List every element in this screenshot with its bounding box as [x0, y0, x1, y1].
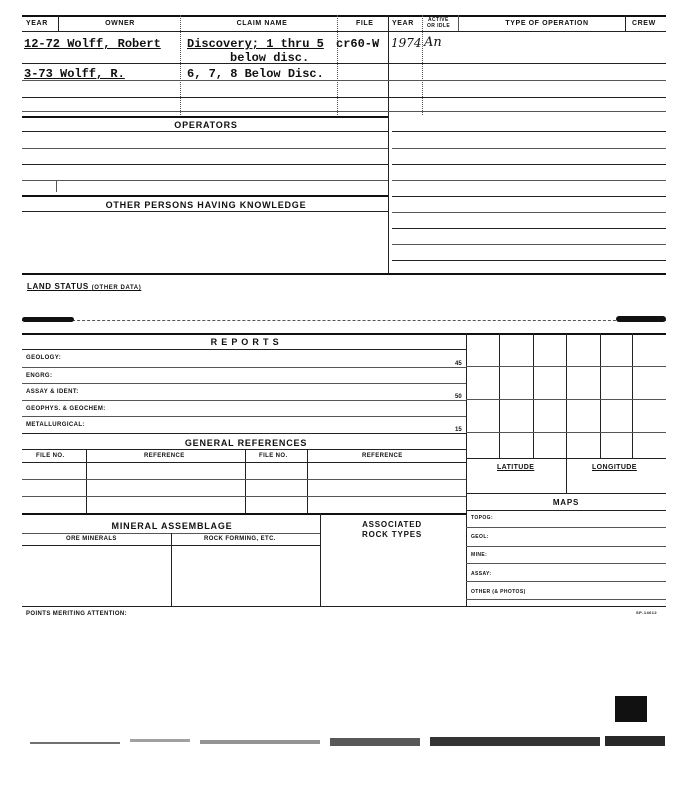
header-or-idle: OR IDLE	[427, 23, 451, 29]
report-assay: ASSAY & IDENT:	[26, 389, 79, 395]
col-reference-2: REFERENCE	[362, 453, 403, 459]
operators-title: OPERATORS	[174, 120, 238, 130]
ink-block	[615, 696, 647, 722]
ore-minerals-label: ORE MINERALS	[66, 536, 117, 542]
header-claim-name: CLAIM NAME	[236, 20, 288, 27]
longitude-label: LONGITUDE	[592, 464, 637, 471]
header-type-of-operation: TYPE OF OPERATION	[505, 20, 589, 27]
form-code: SP-14612	[636, 610, 657, 615]
header-year: YEAR	[26, 20, 48, 27]
claim-year-handwritten: 1974	[391, 36, 422, 50]
land-status-sub: (OTHER DATA)	[91, 285, 142, 291]
report-number: 50	[455, 394, 462, 400]
claim-file: cr60-W	[336, 37, 380, 51]
associated-rock-types-1: ASSOCIATED	[362, 520, 422, 529]
rock-forming-label: ROCK FORMING, ETC.	[204, 536, 276, 542]
maps-item-topog: TOPOG:	[471, 515, 494, 521]
header-file: FILE	[356, 20, 374, 27]
maps-title: MAPS	[552, 498, 580, 507]
report-number: 15	[455, 427, 462, 433]
associated-rock-types-2: ROCK TYPES	[361, 530, 423, 539]
maps-item-mine: MINE:	[471, 552, 488, 558]
col-reference: REFERENCE	[144, 453, 185, 459]
header-owner: OWNER	[105, 20, 135, 27]
col-file-no: FILE NO.	[36, 453, 65, 459]
report-geology: GEOLOGY:	[26, 355, 62, 361]
maps-item-assay: ASSAY:	[471, 571, 492, 577]
report-number: 45	[455, 361, 462, 367]
header-active: ACTIVE	[428, 17, 449, 23]
claim-name-cont: below disc.	[230, 51, 310, 65]
points-meriting-attention: POINTS MERITING ATTENTION:	[26, 611, 128, 617]
header-year-2: YEAR	[392, 20, 414, 27]
claim-name: Discovery; 1 thru 5	[187, 37, 324, 51]
ink-smudge	[616, 316, 666, 322]
land-status-title	[27, 282, 141, 291]
land-status-label: LAND STATUS	[27, 282, 89, 291]
claim-year-owner: 3-73 Wolff, R.	[24, 67, 125, 81]
maps-item-geol: GEOL:	[471, 534, 489, 540]
reports-title: R E P O R T S	[210, 337, 280, 347]
scan-noise	[30, 736, 670, 756]
claim-active-handwritten: An	[424, 35, 442, 50]
latitude-label: LATITUDE	[497, 464, 535, 471]
general-references-title: GENERAL REFERENCES	[184, 438, 308, 448]
claim-name: 6, 7, 8 Below Disc.	[187, 67, 324, 81]
header-crew: CREW	[632, 20, 656, 27]
other-persons-title: OTHER PERSONS HAVING KNOWLEDGE	[105, 200, 307, 210]
report-engrg: ENGRG:	[26, 373, 53, 379]
report-metallurgical: METALLURGICAL:	[26, 422, 85, 428]
col-file-no-2: FILE NO.	[259, 453, 288, 459]
claim-year-owner: 12-72 Wolff, Robert	[24, 37, 161, 51]
maps-item-other: OTHER (& PHOTOS)	[471, 589, 526, 595]
ink-smudge	[22, 317, 74, 322]
report-geophys: GEOPHYS. & GEOCHEM:	[26, 406, 106, 412]
mineral-assemblage-title: MINERAL ASSEMBLAGE	[111, 521, 233, 531]
